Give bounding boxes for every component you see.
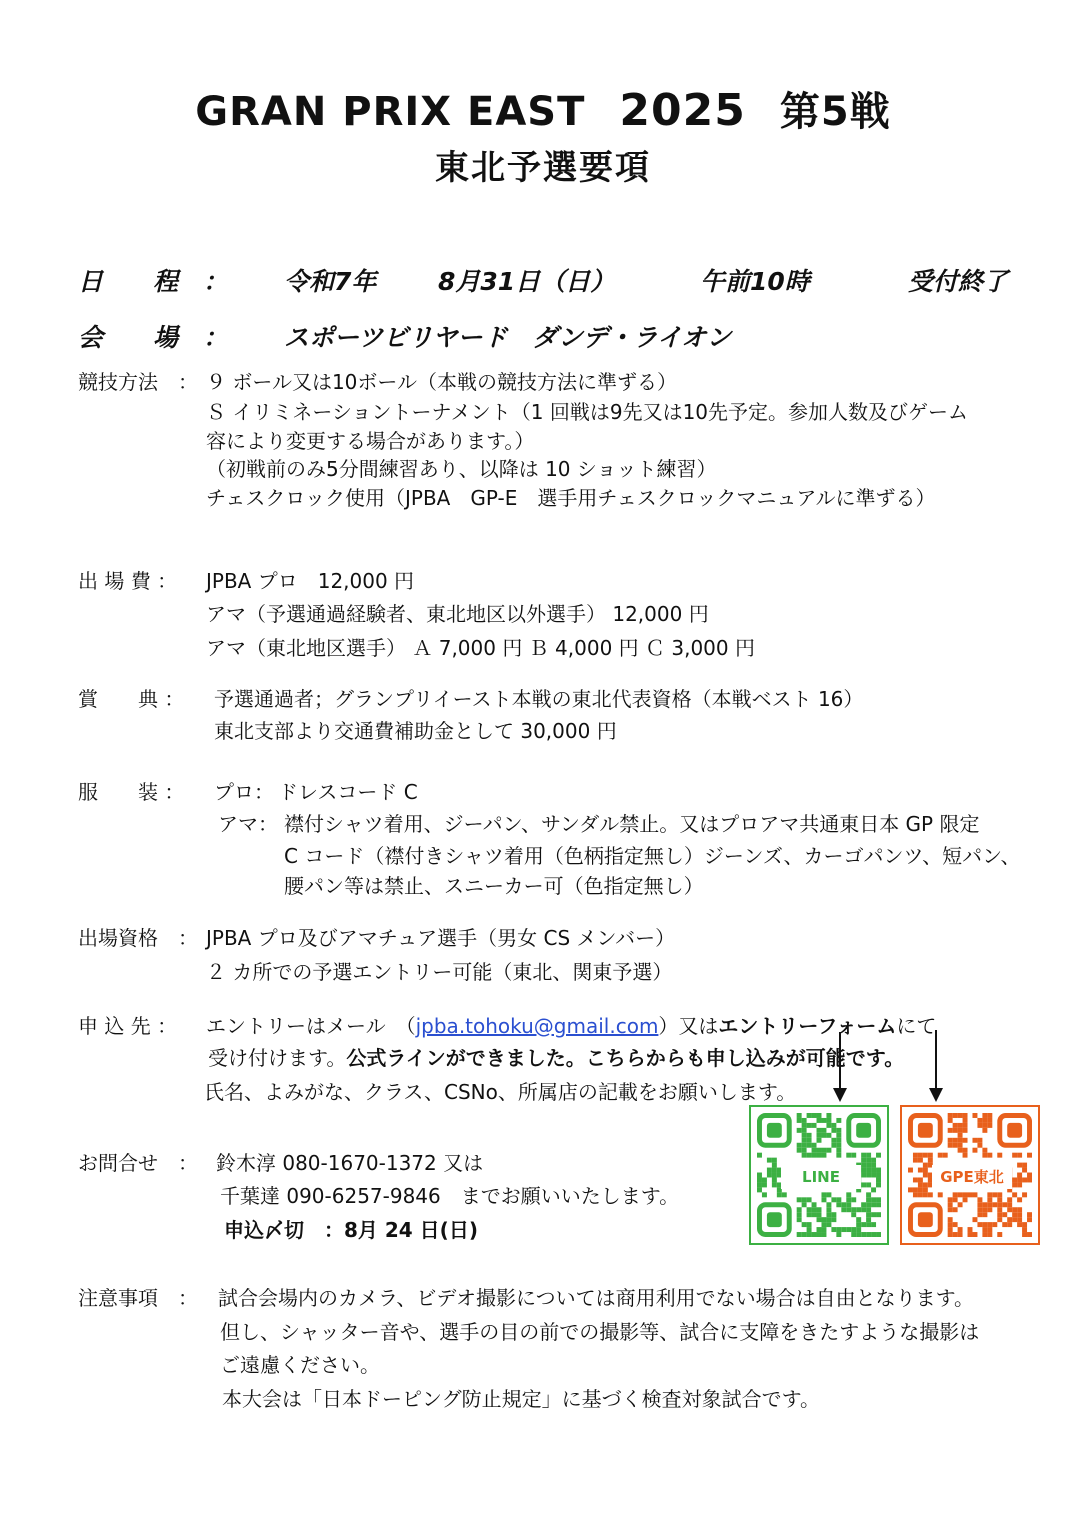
arrow-down-icon xyxy=(924,1028,948,1104)
notes-line: ご遠慮ください。 xyxy=(220,1353,380,1377)
eligibility-line: ２ カ所での予選エントリー可能（東北、関東予選） xyxy=(206,960,673,984)
format-line: チェスクロック使用（JPBA GP-E 選手用チェスクロックマニュアルに準ずる） xyxy=(206,486,936,510)
apply-text: 受け付けます。 xyxy=(208,1046,347,1070)
schedule-time: 午前10時 xyxy=(700,267,810,296)
title-year: 2025 xyxy=(619,85,746,136)
eligibility-label: 出場資格 ： xyxy=(78,926,198,950)
venue-name: スポーツビリヤード ダンデ・ライオン xyxy=(284,323,732,352)
fee-line: JPBA プロ 12,000 円 xyxy=(206,569,415,593)
contact-line: 鈴木淳 080-1670-1372 又は xyxy=(216,1151,484,1175)
line-qr-code[interactable] xyxy=(749,1105,889,1245)
notes-label: 注意事項 ： xyxy=(78,1286,198,1310)
contact-line: 千葉達 090-6257-9846 までお願いいたします。 xyxy=(220,1184,680,1208)
apply-text: エントリーはメール （ xyxy=(206,1014,416,1038)
dress-ama-line: 襟付シャツ着用、ジーパン、サンダル禁止。又はプロアマ共通東日本 GP 限定 xyxy=(284,812,980,836)
dress-pro-text: ドレスコード C xyxy=(278,780,418,804)
schedule-label: 日 程 ： xyxy=(78,267,229,296)
dress-ama-line: C コード（襟付きシャツ着用（色柄指定無し）ジーンズ、カーゴパンツ、短パン、 xyxy=(284,844,1021,868)
qr-label: GPE東北 xyxy=(932,1165,1012,1189)
format-line: Ｓ イリミネーショントーナメント（1 回戦は9先又は10先予定。参加人数及びゲーム xyxy=(206,400,969,424)
schedule-year: 令和7年 xyxy=(284,267,377,296)
prize-line: 東北支部より交通費補助金として 30,000 円 xyxy=(214,719,617,743)
fee-label: 出 場 費 ： xyxy=(78,569,178,593)
gpe-tohoku-qr-code[interactable] xyxy=(900,1105,1040,1245)
prize-label: 賞 典 ： xyxy=(78,687,185,711)
notes-line: 但し、シャッター音や、選手の目の前での撮影等、試合に支障をきたすような撮影は xyxy=(220,1320,980,1344)
contact-label: お問合せ ： xyxy=(78,1151,198,1175)
arrow-down-icon xyxy=(828,1030,852,1104)
entry-form-link[interactable]: エントリーフォーム xyxy=(718,1014,897,1038)
apply-text: ）又は xyxy=(658,1014,719,1038)
apply-text: にて xyxy=(896,1014,937,1038)
format-line: 容により変更する場合があります。） xyxy=(206,429,535,453)
official-line-notice: 公式ラインができました。こちらからも申し込みが可能です。 xyxy=(346,1046,905,1070)
fee-line: アマ（東北地区選手） Ａ 7,000 円 Ｂ 4,000 円 Ｃ 3,000 円 xyxy=(206,636,755,660)
apply-label: 申 込 先 ： xyxy=(78,1014,178,1038)
apply-line-3: 氏名、よみがな、クラス、CSNo、所属店の記載をお願いします。 xyxy=(204,1080,797,1104)
title-round: 第5戦 xyxy=(779,89,891,135)
venue-label: 会 場 ： xyxy=(78,323,229,352)
apply-line-2 xyxy=(208,1042,904,1071)
deadline: 申込〆切 ：8月 24 日(日) xyxy=(224,1218,478,1242)
page-subtitle: 東北予選要項 xyxy=(435,148,651,188)
fee-line: アマ（予選通過経験者、東北地区以外選手） 12,000 円 xyxy=(206,602,709,626)
prize-line: 予選通過者；グランプリイースト本戦の東北代表資格（本戦ベスト 16） xyxy=(214,687,864,711)
page-title xyxy=(0,80,1086,137)
notes-line: 試合会場内のカメラ、ビデオ撮影については商用利用でない場合は自由となります。 xyxy=(218,1286,974,1310)
format-label: 競技方法 ： xyxy=(78,370,198,394)
dress-label: 服 装 ： xyxy=(78,780,185,804)
title-en: GRAN PRIX EAST xyxy=(195,89,586,135)
dress-ama-label: アマ： xyxy=(218,812,278,836)
format-line: ９ ボール又は10ボール（本戦の競技方法に準ずる） xyxy=(206,370,678,394)
dress-pro-label: プロ： xyxy=(214,780,274,804)
notes-line: 本大会は「日本ドーピング防止規定」に基づく検査対象試合です。 xyxy=(222,1387,820,1411)
apply-line-1 xyxy=(206,1010,936,1039)
dress-ama-line: 腰パン等は禁止、スニーカー可（色指定無し） xyxy=(284,874,704,898)
schedule-date: 8月31日（日） xyxy=(438,267,616,296)
qr-label: LINE xyxy=(781,1165,861,1189)
schedule-status: 受付終了 xyxy=(908,267,1009,296)
email-link[interactable]: jpba.tohoku@gmail.com xyxy=(415,1014,659,1038)
format-line: （初戦前のみ5分間練習あり、以降は 10 ショット練習） xyxy=(206,457,717,481)
eligibility-line: JPBA プロ及びアマチュア選手（男女 CS メンバー） xyxy=(206,926,676,950)
